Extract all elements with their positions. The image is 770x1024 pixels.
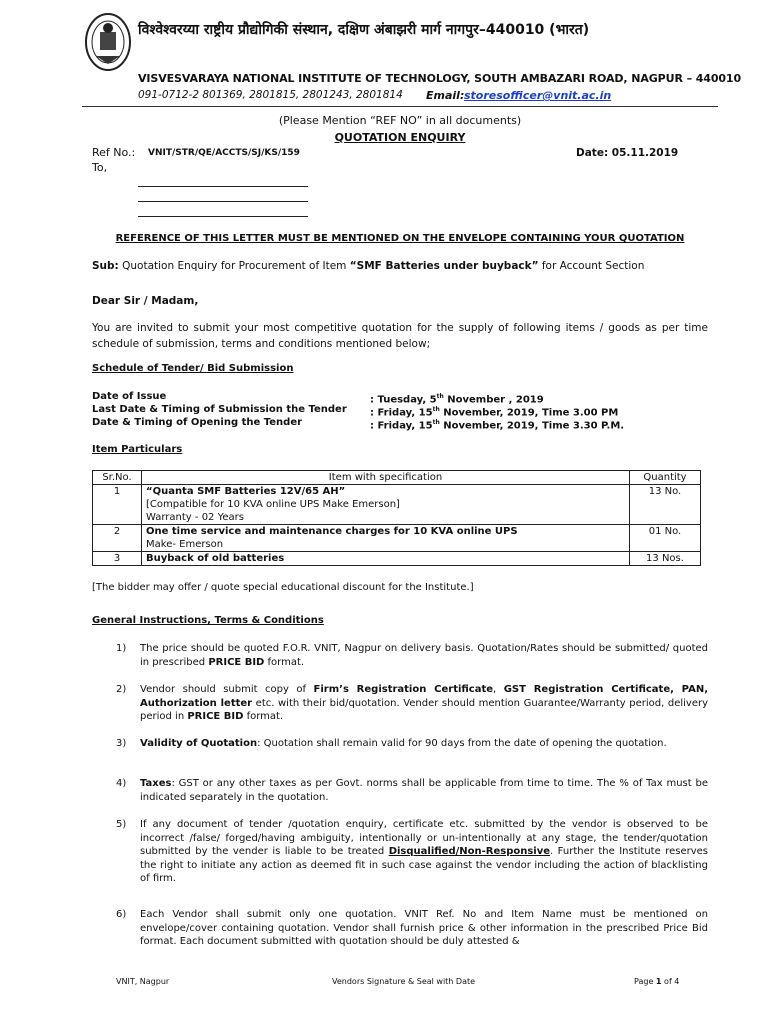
sr-no: 2: [93, 525, 142, 552]
instruction-text: Vendor should submit copy of Firm’s Registration Certificate, GST Registration Certificate, PAN, Authorization letter etc. with their bid/quotation. Vender should mention Guarantee/Warranty period, delivery period in PRICE BID format.: [140, 684, 709, 722]
page-indicator: Page 1 of 4: [634, 977, 680, 986]
to-label: To,: [92, 161, 108, 174]
table-header-row: [93, 471, 701, 485]
instruction-text: The price should be quoted F.O.R. VNIT, Nagpur on delivery basis. Quotation/Rates should be submitted/ quoted in prescribed PRICE BID format.: [140, 643, 708, 668]
schedule-value: : Friday, 15th November, 2019, Time 3.00 PM: [370, 406, 619, 419]
table-row: [93, 485, 701, 525]
reference-note: REFERENCE OF THIS LETTER MUST BE MENTIONED ON THE ENVELOPE CONTAINING YOUR QUOTATION: [115, 233, 685, 244]
table-row: [93, 552, 701, 566]
instruction-item: [116, 777, 708, 804]
ref-number: VNIT/STR/QE/ACCTS/SJ/KS/159: [148, 148, 300, 158]
instruction-number: 2): [116, 684, 127, 695]
instruction-item: [116, 737, 708, 751]
institute-name-hindi: विश्वेश्वरय्या राष्ट्रीय प्रौद्योगिकी संस्थान, दक्षिण अंबाझरी मार्ग नागपुर–440010 (भारत): [138, 22, 590, 38]
subject-line: [92, 260, 644, 272]
item-spec: [142, 552, 630, 566]
address-line: [138, 186, 308, 187]
item-spec: [142, 485, 630, 525]
institute-seal-icon: [84, 12, 132, 74]
ref-mention-note: (Please Mention “REF NO” in all documents): [278, 114, 522, 127]
sr-no: 3: [93, 552, 142, 566]
instruction-number: 1): [116, 643, 127, 654]
item-title: One time service and maintenance charges for 10 KVA online UPS: [146, 526, 518, 537]
intro-paragraph: You are invited to submit your most competitive quotation for the supply of following items / goods as per time schedule of submission, terms and conditions mentioned below;: [92, 322, 708, 350]
footer-signature: Vendors Signature & Seal with Date: [332, 977, 476, 986]
item-title: “Quanta SMF Batteries 12V/65 AH”: [146, 486, 346, 497]
schedule-label: Date & Timing of Opening the Tender: [92, 417, 303, 428]
ref-label: Ref No.:: [92, 146, 136, 159]
phone-numbers: 091-0712-2 801369, 2801815, 2801243, 2801814: [138, 89, 403, 101]
instruction-number: 6): [116, 909, 127, 920]
instruction-number: 3): [116, 738, 127, 749]
instruction-item: [116, 908, 708, 949]
institute-name-english: VISVESVARAYA NATIONAL INSTITUTE OF TECHNOLOGY, SOUTH AMBAZARI ROAD, NAGPUR – 440010: [138, 72, 742, 85]
subject-text-end: for Account Section: [538, 260, 645, 272]
document-date: Date: 05.11.2019: [576, 147, 679, 159]
item-quantity: 01 No.: [630, 525, 701, 552]
schedule-label: Date of Issue: [92, 391, 167, 402]
column-header: Sr.No.: [93, 471, 142, 485]
address-line: [138, 216, 308, 217]
item-quantity: 13 No.: [630, 485, 701, 525]
subject-label: Sub:: [92, 260, 119, 272]
item-title: Buyback of old batteries: [146, 553, 285, 564]
item-quantity: 13 Nos.: [630, 552, 701, 566]
instruction-item: [116, 642, 708, 669]
email-link[interactable]: storesofficer@vnit.ac.in: [464, 89, 612, 102]
item-detail: Make- Emerson: [146, 539, 224, 550]
instruction-item: [116, 683, 708, 724]
footer-left: VNIT, Nagpur: [116, 977, 170, 986]
subject-item: “SMF Batteries under buyback”: [349, 260, 539, 272]
discount-note: [The bidder may offer / quote special educational discount for the Institute.]: [92, 582, 474, 593]
document-title: QUOTATION ENQUIRY: [334, 131, 466, 144]
item-spec: [142, 525, 630, 552]
instruction-item: [116, 818, 708, 886]
email-label: Email:: [426, 89, 465, 102]
column-header: Quantity: [630, 471, 701, 485]
instruction-text: Validity of Quotation: Quotation shall remain valid for 90 days from the date of opening the quotation.: [140, 738, 667, 749]
items-heading: Item Particulars: [92, 444, 183, 455]
column-header: Item with specification: [142, 471, 630, 485]
instruction-text: Each Vendor shall submit only one quotation. VNIT Ref. No and Item Name must be mentioned on envelope/cover containing quotation. Vendor shall furnish price & other information in the prescribed Price Bid format. Each document submitted with quotation should be duly attested &: [140, 909, 708, 947]
sr-no: 1: [93, 485, 142, 525]
table-row: [93, 525, 701, 552]
subject-text: Quotation Enquiry for Procurement of Item: [118, 260, 350, 272]
address-line: [138, 201, 308, 202]
salutation: Dear Sir / Madam,: [92, 295, 199, 307]
instruction-number: 5): [116, 819, 127, 830]
items-table: [92, 470, 701, 566]
instruction-text: If any document of tender /quotation enquiry, certificate etc. submitted by the vendor is observed to be incorrect /false/ forged/having ambiguity, intentionally or un-intentionally at any stage, the tender/quotation submitted by the vender is liable to be treated Disqualified/Non-Responsive. Further the Institute reserves the right to initiate any action as deemed fit in such case against the vendor including the action of blacklisting of firm.: [140, 819, 708, 884]
instruction-text: Taxes: GST or any other taxes as per Govt. norms shall be applicable from time to time. The % of Tax must be indicated separately in the quotation.: [140, 778, 708, 803]
instructions-heading: General Instructions, Terms & Conditions: [92, 615, 324, 626]
instruction-number: 4): [116, 778, 127, 789]
header-divider: [82, 106, 718, 107]
schedule-value: : Friday, 15th November, 2019, Time 3.30 P.M.: [370, 419, 625, 432]
schedule-value: : Tuesday, 5th November , 2019: [370, 393, 544, 406]
schedule-heading: Schedule of Tender/ Bid Submission: [92, 363, 294, 374]
item-detail: Warranty - 02 Years: [146, 512, 244, 523]
schedule-label: Last Date & Timing of Submission the Tender: [92, 404, 347, 415]
item-detail: [Compatible for 10 KVA online UPS Make Emerson]: [146, 499, 400, 510]
